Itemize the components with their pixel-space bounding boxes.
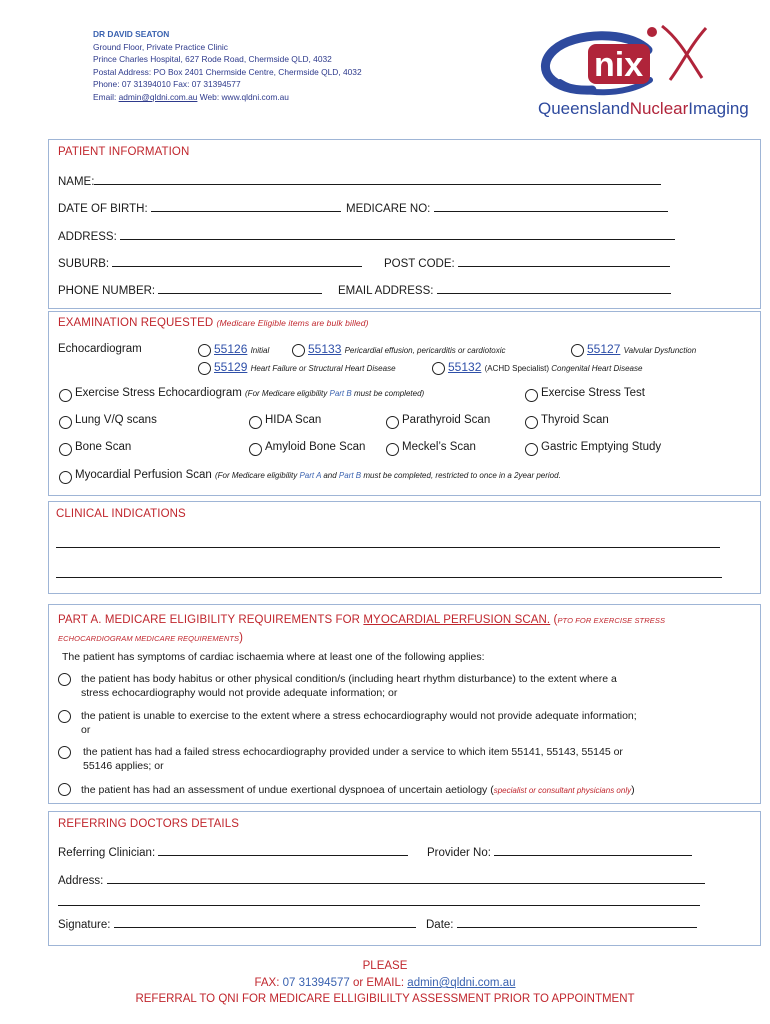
meckel-label: Meckel’s Scan — [402, 441, 476, 453]
thyroid-label: Thyroid Scan — [541, 414, 609, 426]
suburb-field[interactable]: SUBURB: — [58, 257, 362, 270]
footer-contact: FAX: 07 31394577 or EMAIL: admin@qldni.com.au — [254, 977, 516, 989]
clinical-line-2[interactable] — [56, 568, 722, 581]
footer-email-link[interactable]: admin@qldni.com.au — [407, 977, 516, 989]
radio-thyroid[interactable] — [525, 416, 538, 429]
radio-hida[interactable] — [249, 416, 262, 429]
item-55127: 55127 Valvular Dysfunction — [587, 342, 697, 356]
footer-fax: 07 31394577 — [282, 977, 350, 989]
radio-55127[interactable] — [571, 344, 584, 357]
clinical-line-1[interactable] — [56, 538, 720, 551]
item-55132: 55132 (ACHD Specialist) Congenital Heart Disease — [448, 360, 643, 374]
amyloid-label: Amyloid Bone Scan — [265, 441, 366, 453]
radio-myocardial-perfusion[interactable] — [59, 471, 72, 484]
radio-lung-vq[interactable] — [59, 416, 72, 429]
address-field[interactable]: ADDRESS: — [58, 230, 675, 243]
exercise-stress-test-label: Exercise Stress Test — [541, 387, 645, 399]
email-web: Email: admin@qldni.com.au Web: www.qldni.com.au — [93, 91, 289, 102]
address-line-2: Prince Charles Hospital, 627 Rode Road, Chermside QLD, 4032 — [93, 54, 332, 65]
examination-title: EXAMINATION REQUESTED (Medicare Eligible items are bulk billed) — [58, 317, 369, 329]
footer-please: PLEASE — [362, 960, 408, 972]
doctor-address-field[interactable]: Address: — [58, 874, 705, 887]
radio-exercise-stress-test[interactable] — [525, 389, 538, 402]
postcode-field[interactable]: POST CODE: — [384, 257, 670, 270]
email-link[interactable]: admin@qldni.com.au — [118, 91, 198, 102]
postal-address: Postal Address: PO Box 2401 Chermside Centre, Chermside QLD, 4032 — [93, 66, 362, 77]
item-55133: 55133 Pericardial effusion, pericarditis or cardiotoxic — [308, 342, 506, 356]
bone-scan-label: Bone Scan — [75, 441, 132, 453]
part-a-title-cont: ECHOCARDIOGRAM MEDICARE REQUIREMENTS) — [58, 632, 244, 644]
logo-wordmark: QueenslandNuclearImaging — [538, 99, 749, 118]
provider-no-field[interactable]: Provider No: — [427, 846, 692, 859]
radio-parathyroid[interactable] — [386, 416, 399, 429]
radio-55126[interactable] — [198, 344, 211, 357]
hida-label: HIDA Scan — [265, 414, 322, 426]
dob-field[interactable]: DATE OF BIRTH: — [58, 202, 341, 215]
radio-part-a-3[interactable] — [58, 746, 71, 759]
radio-amyloid[interactable] — [249, 443, 262, 456]
item-55129: 55129 Heart Failure or Structural Heart Disease — [214, 360, 396, 374]
clinical-indications-title: CLINICAL INDICATIONS — [56, 508, 186, 520]
medicare-no-field[interactable]: MEDICARE NO: — [346, 202, 668, 215]
radio-part-a-2[interactable] — [58, 710, 71, 723]
doctor-name: DR DAVID SEATON — [93, 29, 170, 39]
referring-clinician-field[interactable]: Referring Clinician: — [58, 846, 408, 859]
gastric-label: Gastric Emptying Study — [541, 441, 662, 453]
referring-doctors-title: REFERRING DOCTORS DETAILS — [58, 818, 239, 830]
address-line-1: Ground Floor, Private Practice Clinic — [93, 41, 228, 52]
letterhead — [93, 28, 362, 104]
parathyroid-label: Parathyroid Scan — [402, 414, 491, 426]
part-a-title: PART A. MEDICARE ELIGIBILITY REQUIREMENTS FOR MYOCARDIAL PERFUSION SCAN. (PTO FOR EXERCISE STRESS — [58, 614, 666, 626]
name-field[interactable]: NAME: — [58, 175, 661, 188]
radio-55133[interactable] — [292, 344, 305, 357]
radio-bone-scan[interactable] — [59, 443, 72, 456]
footer-notice: REFERRAL TO QNI FOR MEDICARE ELLIGIBILILTY ASSESSMENT PRIOR TO APPOINTMENT — [135, 993, 635, 1005]
part-a-option-2: the patient is unable to exercise to the extent where a stress echocardiography would not provide adequate information; or — [81, 710, 637, 736]
doctor-address-line-2[interactable] — [58, 896, 700, 909]
radio-meckel[interactable] — [386, 443, 399, 456]
signature-field[interactable]: Signature: — [58, 918, 416, 931]
radio-part-a-4[interactable] — [58, 783, 71, 796]
part-a-intro: The patient has symptoms of cardiac ischaemia where at least one of the following applies: — [62, 651, 485, 663]
radio-exercise-stress-echo[interactable] — [59, 389, 72, 402]
phone-fax: Phone: 07 31394010 Fax: 07 31394577 — [93, 79, 241, 90]
logo-mark: nix — [594, 46, 644, 84]
qni-logo — [530, 20, 749, 120]
phone-field[interactable]: PHONE NUMBER: — [58, 284, 322, 297]
radio-55129[interactable] — [198, 362, 211, 375]
patient-information-title: PATIENT INFORMATION — [58, 146, 190, 158]
radio-part-a-1[interactable] — [58, 673, 71, 686]
exercise-stress-echo-label: Exercise Stress Echocardiogram (For Medicare eligibility Part B must be completed) — [75, 387, 425, 399]
lung-vq-label: Lung V/Q scans — [75, 414, 157, 426]
radio-gastric[interactable] — [525, 443, 538, 456]
email-field[interactable]: EMAIL ADDRESS: — [338, 284, 671, 297]
echocardiogram-label: Echocardiogram — [58, 343, 142, 355]
part-a-option-4: the patient has had an assessment of undue exertional dyspnoea of uncertain aetiology (specialist or consultant physicians only) — [81, 784, 635, 796]
date-field[interactable]: Date: — [426, 918, 697, 931]
part-a-option-1: the patient has body habitus or other physical condition/s (including heart rhythm disturbance) to the extent where a stress echocardiography would not provide adequate information; or — [81, 673, 617, 699]
myocardial-perfusion-label: Myocardial Perfusion Scan (For Medicare eligibility Part A and Part B must be completed, restricted to once in a 2year period. — [75, 469, 561, 481]
part-a-option-3: the patient has had a failed stress echocardiography provided under a service to which item 55141, 55143, 55145 or 55146 applies; or — [83, 746, 623, 772]
radio-55132[interactable] — [432, 362, 445, 375]
item-55126: 55126 Initial — [214, 342, 270, 356]
